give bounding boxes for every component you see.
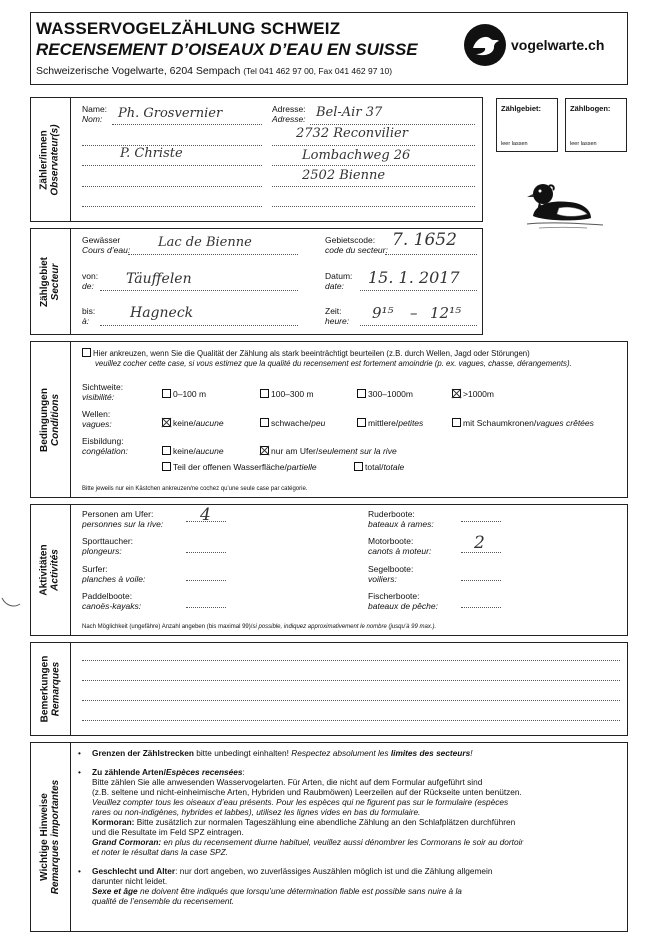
ice-option-2[interactable]: nur am Ufer/seulement sur la rive [260, 446, 397, 457]
activity-motor-value: 2 [474, 533, 485, 553]
remarks-line[interactable] [82, 660, 620, 661]
vogelwarte-logo-icon [464, 24, 506, 66]
org-line [36, 65, 392, 77]
to-label: bis: à: [82, 306, 96, 326]
note-1: • Grenzen der Zählstrecken bitte unbedingt einhalten! Respectez absolument les limites des secteurs! [78, 748, 473, 758]
activity-rowing: Ruderboote: bateaux à rames: [368, 509, 434, 529]
wave-option-2[interactable]: schwache/peu [260, 418, 325, 429]
title-de: WASSERVOGELZÄHLUNG SCHWEIZ [36, 19, 341, 38]
ice-option-1[interactable]: keine/aucune [162, 446, 224, 457]
remarks-box [30, 642, 628, 736]
activity-paddle: Paddelboote: canoës-kayaks: [82, 591, 142, 611]
remarks-line[interactable] [82, 700, 620, 701]
activity-persons-value: 4 [200, 505, 211, 525]
counter-address-4: 2502 Bienne [302, 168, 386, 183]
impaired-checkbox[interactable] [82, 348, 91, 357]
logo-text: vogelwarte.ch [511, 37, 605, 53]
activities-footnote: Nach Möglichkeit (ungefähre) Anzahl angeben (bis maximal 99)/si possible, indiquez approximativement le nombre (jusqu’à 99 max.). [82, 624, 437, 630]
remarks-line[interactable] [82, 720, 620, 721]
tufted-duck-icon [525, 172, 607, 232]
to-value: Hagneck [130, 305, 194, 321]
date-value: 15. 1. 2017 [368, 268, 460, 287]
visibility-label: Sichtweite: visibilité: [82, 382, 124, 402]
wave-option-1[interactable]: keine/aucune [162, 418, 224, 429]
counter-address-1: Bel-Air 37 [316, 105, 383, 120]
water-label: Gewässer Cours d’eau: [82, 235, 131, 255]
zaehlbogen-leer: leer lassen [570, 141, 597, 147]
note-2: • Zu zählende Arten/Espèces recensées: Bitte zählen Sie alle anwesenden Wasservogelarten. Für Arten, die nicht auf dem Formular aufgeführt sind (z.B. seltene und nicht-einheimische Arten, Hybriden und Raubmöwen) Leerzeilen auf der Rückseite unten benützen. Veuillez compter tous les oiseaux d’eau présents. Pour les espèces qui ne figurent pas sur le formulaire (espèces rares ou non-indigènes, hybrides et labbes), utilisez les lignes vides en bas du formulaire. Kormoran: Bitte zusätzlich zur normalen Tageszählung eine abendliche Zählung an den Schlafplätzen durchführen und die Resultate im Feld SPZ eintragen. Grand Cormoran: en plus du recensement diurne habituel, veuillez aussi dénombrer les Cormorans le soir au dortoir et noter le résultat dans la case SPZ. [78, 767, 524, 857]
counters-side-label: Zähler/innen Observateur(s) [39, 123, 62, 196]
ice-option-3[interactable]: Teil der offenen Wasserfläche/partielle [162, 462, 317, 473]
wave-option-3[interactable]: mittlere/petites [357, 418, 423, 429]
conditions-side-label: Bedingungen Conditions [39, 387, 62, 452]
title-fr: RECENSEMENT D’OISEAUX D’EAU EN SUISSE [36, 40, 418, 59]
sector-side-label: Zählgebiet Secteur [39, 256, 62, 307]
time-dash: – [410, 304, 418, 322]
remarks-line[interactable] [82, 680, 620, 681]
zaehlgebiet-label: Zählgebiet: [501, 104, 542, 113]
important-notes [78, 748, 622, 906]
code-label: Gebietscode: code du secteur: [325, 235, 388, 255]
conditions-footnote: Bitte jeweils nur ein Kästchen ankreuzen/ne cochez qu’une seule case par catégorie. [82, 486, 308, 492]
remarks-side-label: Bemerkungen Remarques [39, 655, 61, 723]
activity-fishing: Fischerboote: bateaux de pêche: [368, 591, 438, 611]
from-label: von: de: [82, 271, 99, 291]
zaehlbogen-label: Zählbogen: [570, 104, 611, 113]
activities-side-label: Aktivitäten Activités [39, 544, 61, 596]
org-name: Schweizerische Vogelwarte, 6204 Sempach [36, 65, 241, 77]
vis-option-4-checked[interactable] [452, 389, 461, 398]
punch-hole-mark [0, 590, 22, 612]
ice-option-4[interactable]: total/totale [354, 462, 404, 473]
counter-address-2: 2732 Reconvilier [296, 126, 408, 141]
vis-option-4[interactable]: >1000m [452, 389, 494, 400]
time-to: 12¹⁵ [430, 304, 462, 322]
activity-persons: Personen am Ufer: personnes sur la rive: [82, 509, 164, 529]
org-contact: (Tel 041 462 97 00, Fax 041 462 97 10) [243, 66, 393, 76]
vis-option-2[interactable]: 100–300 m [260, 389, 314, 400]
bird-logo-icon [464, 24, 506, 66]
time-label: Zeit: heure: [325, 306, 350, 326]
ice-label: Eisbildung: congélation: [82, 436, 128, 456]
activity-divers: Sporttaucher: plongeurs: [82, 536, 134, 556]
zaehlgebiet-leer: leer lassen [501, 141, 528, 147]
vis-option-1[interactable]: 0–100 m [162, 389, 206, 400]
impaired-row[interactable]: Hier ankreuzen, wenn Sie die Qualität der Zählung als stark beeinträchtigt beurteilen (z.B. durch Wellen, Jagd oder Störungen) veuillez cocher cette case, si vous estimez que la qualité du recensement est fortement amoindrie (p. ex. vagues, chasse, dérangements). [82, 348, 572, 369]
date-label: Datum: date: [325, 271, 353, 291]
from-value: Täuffelen [126, 271, 192, 287]
water-value: Lac de Bienne [158, 235, 252, 250]
code-value: 7. 1652 [392, 230, 457, 250]
waves-label: Wellen: vagues: [82, 409, 112, 429]
counter-name-1: Ph. Grosvernier [118, 106, 223, 121]
vis-option-3[interactable]: 300–1000m [357, 389, 413, 400]
important-side-label: Wichtige Hinweise Remarques importantes [39, 779, 62, 895]
activity-surfers: Surfer: planches à voile: [82, 564, 146, 584]
note-3: • Geschlecht und Alter: nur dort angeben, wo zuverlässiges Auszählen möglich ist und die Zählung allgemein darunter nicht leidet. Sexe et âge ne doivent être indiqués que lorsqu’une détermination fiable est possible sans nuire à la qualité de l’ensemble du recensement. [78, 866, 493, 906]
counter-address-3: Lombachweg 26 [302, 148, 411, 163]
address-label: Adresse: Adresse: [272, 104, 306, 124]
activity-sailing: Segelboote: voiliers: [368, 564, 414, 584]
name-label: Name: Nom: [82, 104, 108, 124]
time-from: 9¹⁵ [372, 304, 394, 322]
activity-motor: Motorboote: canots à moteur: [368, 536, 432, 556]
wave-option-4[interactable]: mit Schaumkronen/vagues crêtées [452, 418, 594, 429]
counter-name-2: P. Christe [120, 146, 183, 161]
